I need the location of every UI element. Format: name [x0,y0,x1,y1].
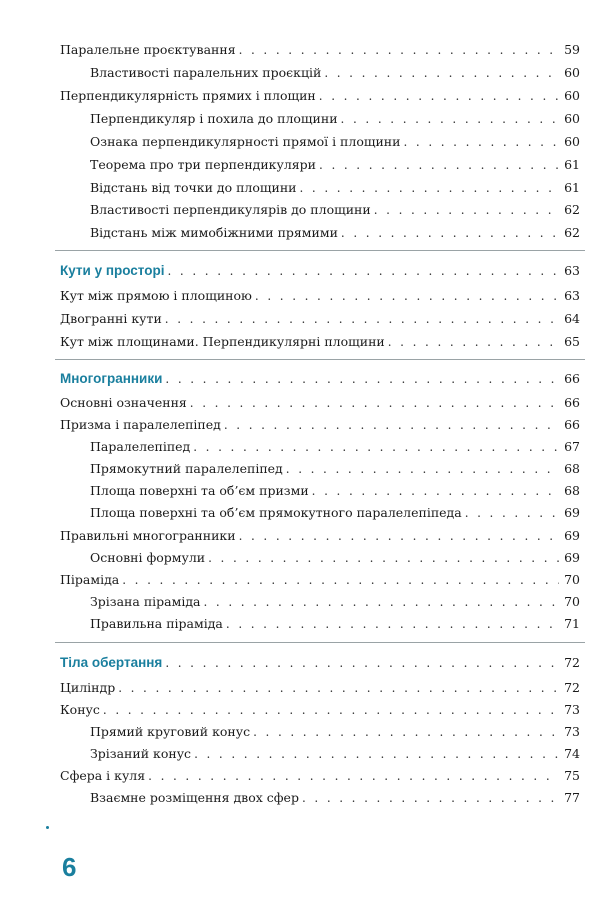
toc-entry-page: 77 [564,790,580,805]
leader-dots [255,288,559,304]
toc-entry-page: 59 [564,42,580,57]
toc-entry-page: 60 [564,88,580,103]
leader-dots [103,702,559,718]
page-number: 6 [62,852,77,882]
toc-section-title: Многогранники [60,371,163,386]
leader-dots [341,111,559,127]
leader-dots [465,505,559,521]
toc-entry[interactable] [90,746,580,762]
toc-entry-title: Циліндр [60,680,116,695]
toc-entry-title: Кут між площинами. Перпендикулярні площини [60,334,385,349]
toc-entry[interactable] [90,505,580,521]
toc-entry-title: Зрізаний конус [90,746,192,761]
toc-entry-page: 66 [564,395,580,410]
toc-entry[interactable] [60,395,580,411]
toc-entry-page: 60 [564,134,580,149]
toc-entry-title: Площа поверхні та об’єм призми [90,483,309,498]
toc-section-page: 72 [564,655,580,670]
toc-entry[interactable] [90,202,580,218]
toc-entry-page: 66 [564,417,580,432]
toc-entry[interactable] [90,724,580,740]
toc-entry[interactable] [60,680,580,696]
leader-dots [165,311,559,327]
toc-entry[interactable] [90,439,580,455]
leader-dots [118,680,559,696]
leader-dots [319,88,559,104]
toc-entry[interactable] [90,461,580,477]
leader-dots [319,157,559,173]
toc-entry-page: 69 [564,505,580,520]
toc-entry-page: 75 [564,768,580,783]
leader-dots [403,134,559,150]
toc-entry-page: 72 [564,680,580,695]
toc-entry-page: 61 [564,180,580,195]
toc-entry[interactable] [90,790,580,806]
toc-entry-title: Основні формули [90,550,206,565]
leader-dots [324,65,559,81]
toc-entry-title: Правильні многогранники [60,528,236,543]
toc-section[interactable] [60,370,580,388]
toc-entry-title: Основні означення [60,395,187,410]
leader-dots [208,550,559,566]
leader-dots [168,262,562,280]
toc-entry-page: 62 [564,202,580,217]
toc-entry-title: Кут між прямою і площиною [60,288,252,303]
toc-entry[interactable] [90,65,580,81]
leader-dots [226,616,559,632]
toc-entry-page: 68 [564,461,580,476]
leader-dots [300,180,560,196]
toc-entry[interactable] [60,334,580,350]
toc-entry[interactable] [90,180,580,196]
toc-entry[interactable] [90,616,580,632]
leader-dots [190,395,559,411]
toc-entry-page: 61 [564,157,580,172]
leader-dots [165,654,561,672]
leader-dots [302,790,559,806]
toc-entry-page: 60 [564,65,580,80]
leader-dots [286,461,559,477]
leader-dots [165,370,561,388]
leader-dots [374,202,559,218]
toc-entry[interactable] [60,42,580,58]
toc-entry-page: 64 [564,311,580,326]
leader-dots [193,439,559,455]
toc-entry-title: Призма і паралелепіпед [60,417,221,432]
toc-entry-title: Паралельне проєктування [60,42,236,57]
toc-entry-title: Теорема про три перпендикуляри [90,157,317,172]
leader-dots [239,528,559,544]
leader-dots [253,724,559,740]
toc-entry-title: Піраміда [60,572,120,587]
toc-entry-title: Площа поверхні та об’єм прямокутного паралелепіпеда [90,505,462,520]
toc-entry-title: Прямий круговий конус [90,724,251,739]
toc-entry[interactable] [90,483,580,499]
toc-entry[interactable] [60,572,580,588]
toc-entry-page: 67 [564,439,580,454]
toc-entry-page: 69 [564,528,580,543]
toc-entry-title: Перпендикуляр і похила до площини [90,111,338,126]
section-divider [55,642,585,643]
leader-dots [239,42,559,58]
toc-section[interactable] [60,262,580,280]
toc-entry-page: 73 [564,724,580,739]
toc-entry[interactable] [90,111,580,127]
toc-entry[interactable] [60,288,580,304]
toc-entry-title: Перпендикулярність прямих і площин [60,88,316,103]
toc-section-title: Кути у просторі [60,263,165,278]
toc-entry-title: Сфера і куля [60,768,146,783]
toc-entry[interactable] [90,157,580,173]
toc-entry[interactable] [90,594,580,610]
toc-entry-page: 63 [564,288,580,303]
toc-entry-page: 68 [564,483,580,498]
toc-entry-page: 65 [564,334,580,349]
toc-entry-title: Відстань від точки до площини [90,180,297,195]
toc-entry[interactable] [90,550,580,566]
toc-entry-title: Ознака перпендикулярності прямої і площини [90,134,401,149]
toc-entry-title: Правильна піраміда [90,616,223,631]
toc-section-page: 66 [564,371,580,386]
toc-entry-page: 60 [564,111,580,126]
toc-entry[interactable] [60,528,580,544]
toc-section-title: Тіла обертання [60,655,163,670]
toc-entry[interactable] [60,88,580,104]
leader-dots [203,594,559,610]
toc-entry[interactable] [90,134,580,150]
toc-entry-title: Двогранні кути [60,311,162,326]
toc-entry[interactable] [90,225,580,241]
toc-entry-title: Властивості паралельних проєкцій [90,65,322,80]
toc-entry-page: 70 [564,594,580,609]
toc-entry-title: Відстань між мимобіжними прямими [90,225,338,240]
leader-dots [312,483,559,499]
toc-entry[interactable] [60,311,580,327]
leader-dots [341,225,559,241]
toc-entry-page: 69 [564,550,580,565]
toc-entry-title: Прямокутний паралелепіпед [90,461,283,476]
toc-entry-page: 62 [564,225,580,240]
toc-entry[interactable] [60,702,580,718]
toc-entry-title: Паралелепіпед [90,439,191,454]
toc-entry-title: Властивості перпендикулярів до площини [90,202,371,217]
toc-entry-title: Конус [60,702,100,717]
toc-entry-title: Зрізана піраміда [90,594,201,609]
section-divider [55,250,585,251]
toc-entry-page: 73 [564,702,580,717]
section-divider [55,359,585,360]
print-speck [46,826,49,829]
toc-section-page: 63 [564,263,580,278]
leader-dots [388,334,559,350]
toc-entry[interactable] [60,417,580,433]
toc-entry-page: 74 [564,746,580,761]
toc-entry-page: 70 [564,572,580,587]
leader-dots [122,572,559,588]
toc-entry-title: Взаємне розміщення двох сфер [90,790,299,805]
toc-entry-page: 71 [564,616,580,631]
leader-dots [224,417,559,433]
leader-dots [148,768,559,784]
toc-section[interactable] [60,654,580,672]
toc-entry[interactable] [60,768,580,784]
leader-dots [194,746,559,762]
